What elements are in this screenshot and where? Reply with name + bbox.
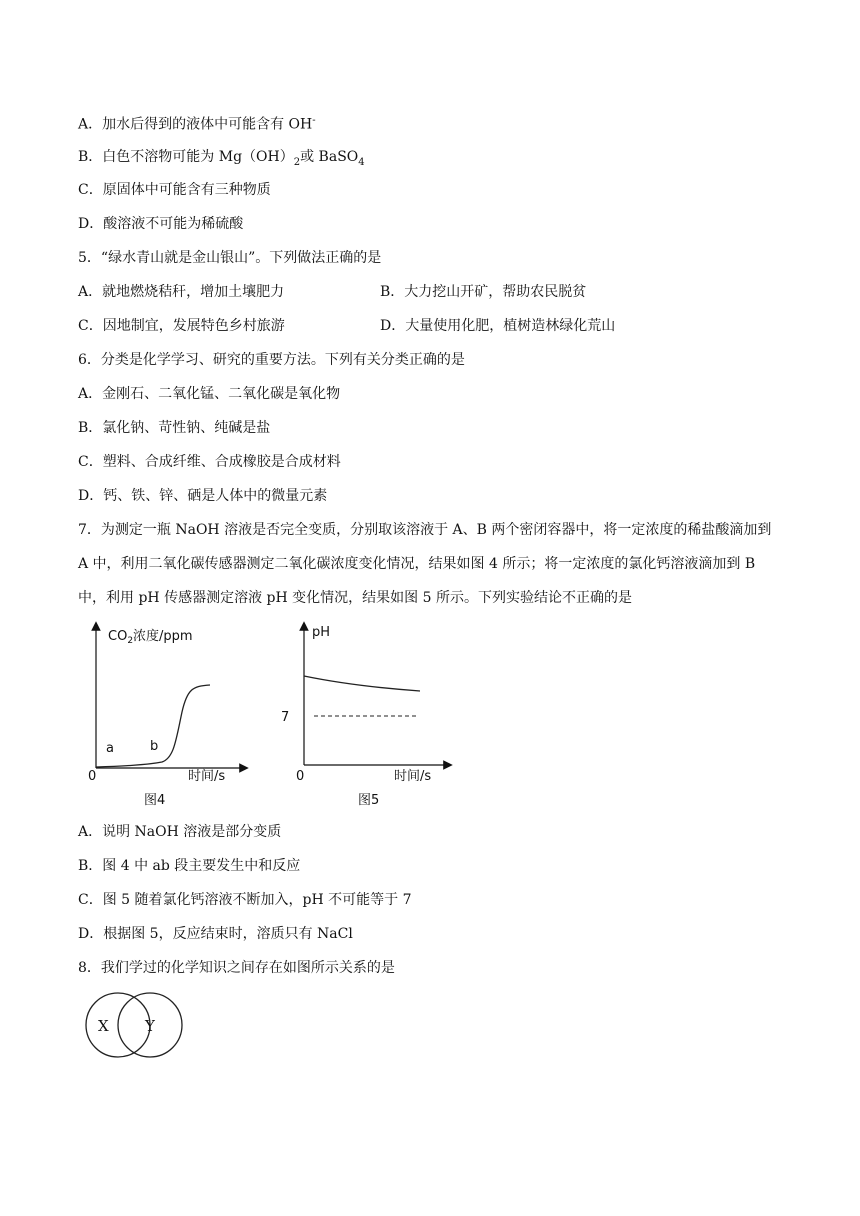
q7-option-a: A．说明 NaOH 溶液是部分变质 <box>78 824 282 840</box>
fig4-ylabel: $CO_2$浓度/ppm <box>108 629 193 646</box>
figure-4-co2-chart <box>84 620 254 810</box>
label-x: X <box>98 1017 109 1035</box>
figure-5-ph-chart <box>278 620 458 810</box>
q6-option-c: C．塑料、合成纤维、合成橡胶是合成材料 <box>78 454 341 470</box>
fig5-xlabel: 时间/s <box>394 769 432 784</box>
fig5-y-tick-7: 7 <box>281 710 290 725</box>
fig4-origin: 0 <box>88 769 97 784</box>
fig5-caption: 图5 <box>358 793 380 808</box>
q4-option-a: A．加水后得到的液体中可能含有 OH- <box>78 115 316 133</box>
q7-option-c: C．图 5 随着氯化钙溶液不断加入，pH 不可能等于 7 <box>78 892 412 908</box>
label-y: Y <box>145 1017 155 1035</box>
q7-option-d: D．根据图 5，反应结束时，溶质只有 NaCl <box>78 926 353 942</box>
q6-option-d: D．钙、铁、锌、硒是人体中的微量元素 <box>78 488 328 504</box>
q7-stem: 7．为测定一瓶 NaOH 溶液是否完全变质，分别取该溶液于 A、B 两个密闭容器中，将一定浓度的稀盐酸滴加到 A 中，利用二氧化碳传感器测定二氧化碳浓度变化情况，结果如图 4 所示；将一定浓度的氯化钙溶液滴加到 B 中，利用 pH 传感器测定溶液 pH 变化情况，结果如图 5 所示。下列实验结论不正确的是 <box>78 522 772 606</box>
fig5-ylabel: pH <box>312 625 331 640</box>
fig4-caption: 图4 <box>144 793 166 808</box>
fig5-origin: 0 <box>296 769 305 784</box>
fig4-point-a: a <box>106 741 114 756</box>
ph-curve <box>304 676 420 691</box>
q5-option-a: A．就地燃烧秸秆，增加土壤肥力 <box>78 284 285 300</box>
q5-stem: 5．“绿水青山就是金山银山”。下列做法正确的是 <box>78 250 382 266</box>
q4-option-b: B．白色不溶物可能为 $Mg(OH)_2$或 BaSO$_4$ <box>78 149 365 168</box>
xy-venn-diagram <box>80 992 190 1064</box>
fig4-xlabel: 时间/s <box>188 769 226 784</box>
q5-option-c: C．因地制宜，发展特色乡村旅游 <box>78 318 285 334</box>
q4-option-d: D．酸溶液不可能为稀硫酸 <box>78 216 244 232</box>
q4-option-c: C．原固体中可能含有三种物质 <box>78 182 271 198</box>
q6-option-a: A．金刚石、二氧化锰、二氧化碳是氧化物 <box>78 386 341 402</box>
q6-option-b: B．氯化钠、苛性钠、纯碱是盐 <box>78 420 271 436</box>
fig4-point-b: b <box>150 739 159 754</box>
q5-option-b: B．大力挖山开矿，帮助农民脱贫 <box>380 284 587 300</box>
q7-option-b: B．图 4 中 ab 段主要发生中和反应 <box>78 858 301 874</box>
q6-stem: 6．分类是化学学习、研究的重要方法。下列有关分类正确的是 <box>78 352 465 368</box>
q8-stem: 8．我们学过的化学知识之间存在如图所示关系的是 <box>78 960 395 976</box>
q5-option-d: D．大量使用化肥，植树造林绿化荒山 <box>380 318 616 334</box>
